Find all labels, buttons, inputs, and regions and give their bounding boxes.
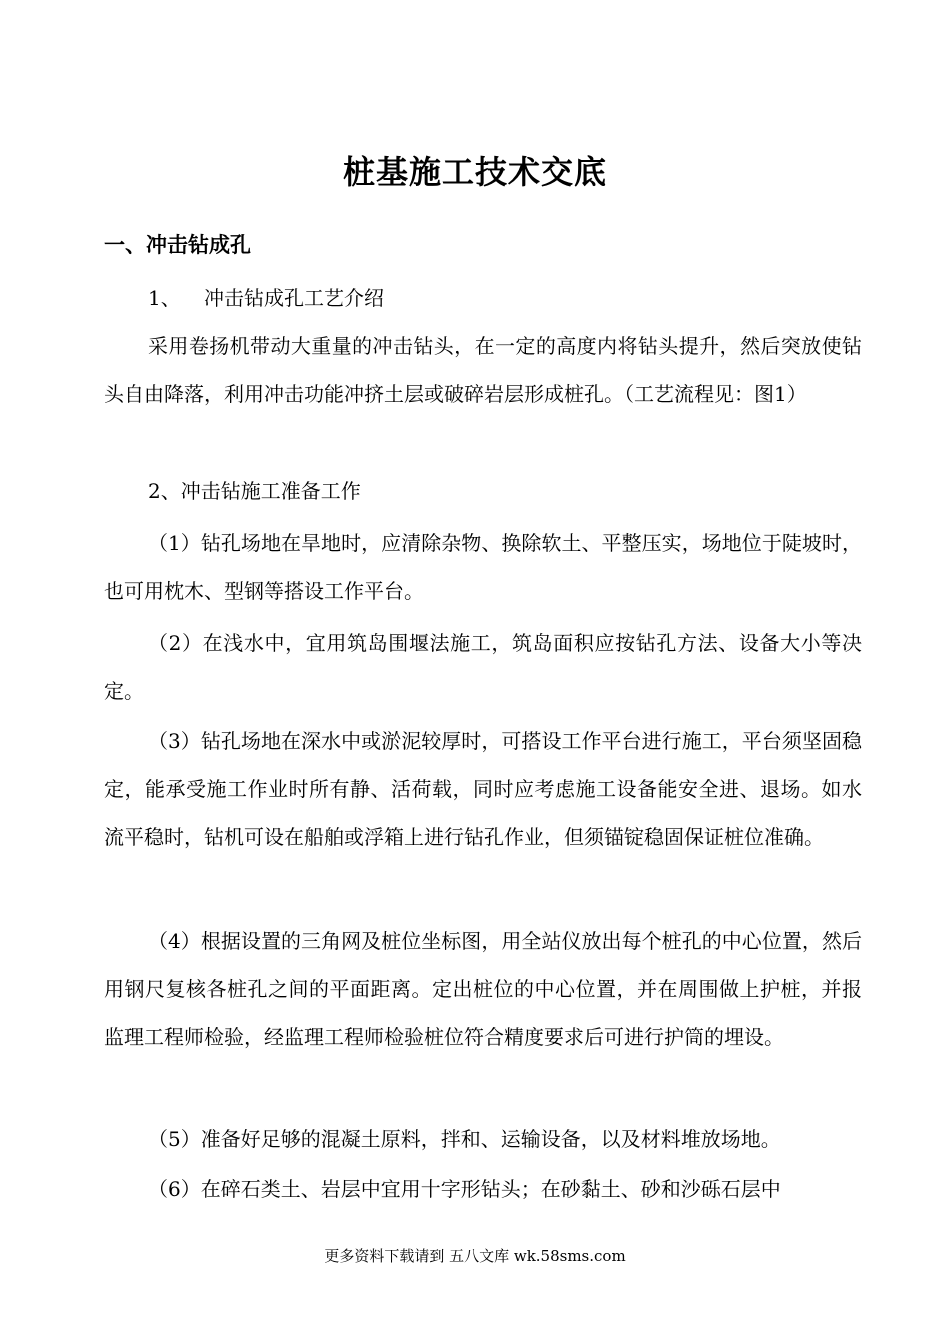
- section-heading: 一、冲击钻成孔: [104, 232, 251, 257]
- paragraph-5: （5）准备好足够的混凝土原料，拌和、运输设备，以及材料堆放场地。: [148, 1127, 781, 1151]
- paragraph-3: （3）钻孔场地在深水中或淤泥较厚时，可搭设工作平台进行施工，平台须坚固稳定，能承受施工作业时所有静、活荷载，同时应考虑施工设备能安全进、退场。如水流平稳时，钻机可设在船舶或浮箱上进行钻孔作业，但须锚锭稳固保证桩位准确。: [104, 729, 862, 849]
- item-1-title: 冲击钻成孔工艺介绍: [204, 286, 384, 310]
- document-title: 桩基施工技术交底: [342, 153, 607, 191]
- intro-paragraph: 采用卷扬机带动大重量的冲击钻头，在一定的高度内将钻头提升，然后突放使钻头自由降落，利用冲击功能冲挤土层或破碎岩层形成桩孔。（工艺流程见：图1）: [104, 334, 862, 406]
- page-footer: 更多资料下载请到 五八文库 wk.58sms.com: [324, 1247, 626, 1265]
- item-1-heading: [148, 281, 384, 315]
- paragraph-4: （4）根据设置的三角网及桩位坐标图，用全站仪放出每个桩孔的中心位置，然后用钢尺复核各桩孔之间的平面距离。定出桩位的中心位置，并在周围做上护桩，并报监理工程师检验，经监理工程师检验桩位符合精度要求后可进行护筒的埋设。: [104, 929, 862, 1049]
- item-2-heading: 2、冲击钻施工准备工作: [148, 479, 361, 503]
- paragraph-2: （2）在浅水中，宜用筑岛围堰法施工，筑岛面积应按钻孔方法、设备大小等决定。: [104, 631, 862, 703]
- paragraph-6: （6）在碎石类土、岩层中宜用十字形钻头；在砂黏土、砂和沙砾石层中: [148, 1177, 781, 1201]
- paragraph-1: （1）钻孔场地在旱地时，应清除杂物、换除软土、平整压实，场地位于陡坡时，也可用枕木、型钢等搭设工作平台。: [104, 531, 862, 603]
- item-1-number: 1、: [148, 286, 181, 310]
